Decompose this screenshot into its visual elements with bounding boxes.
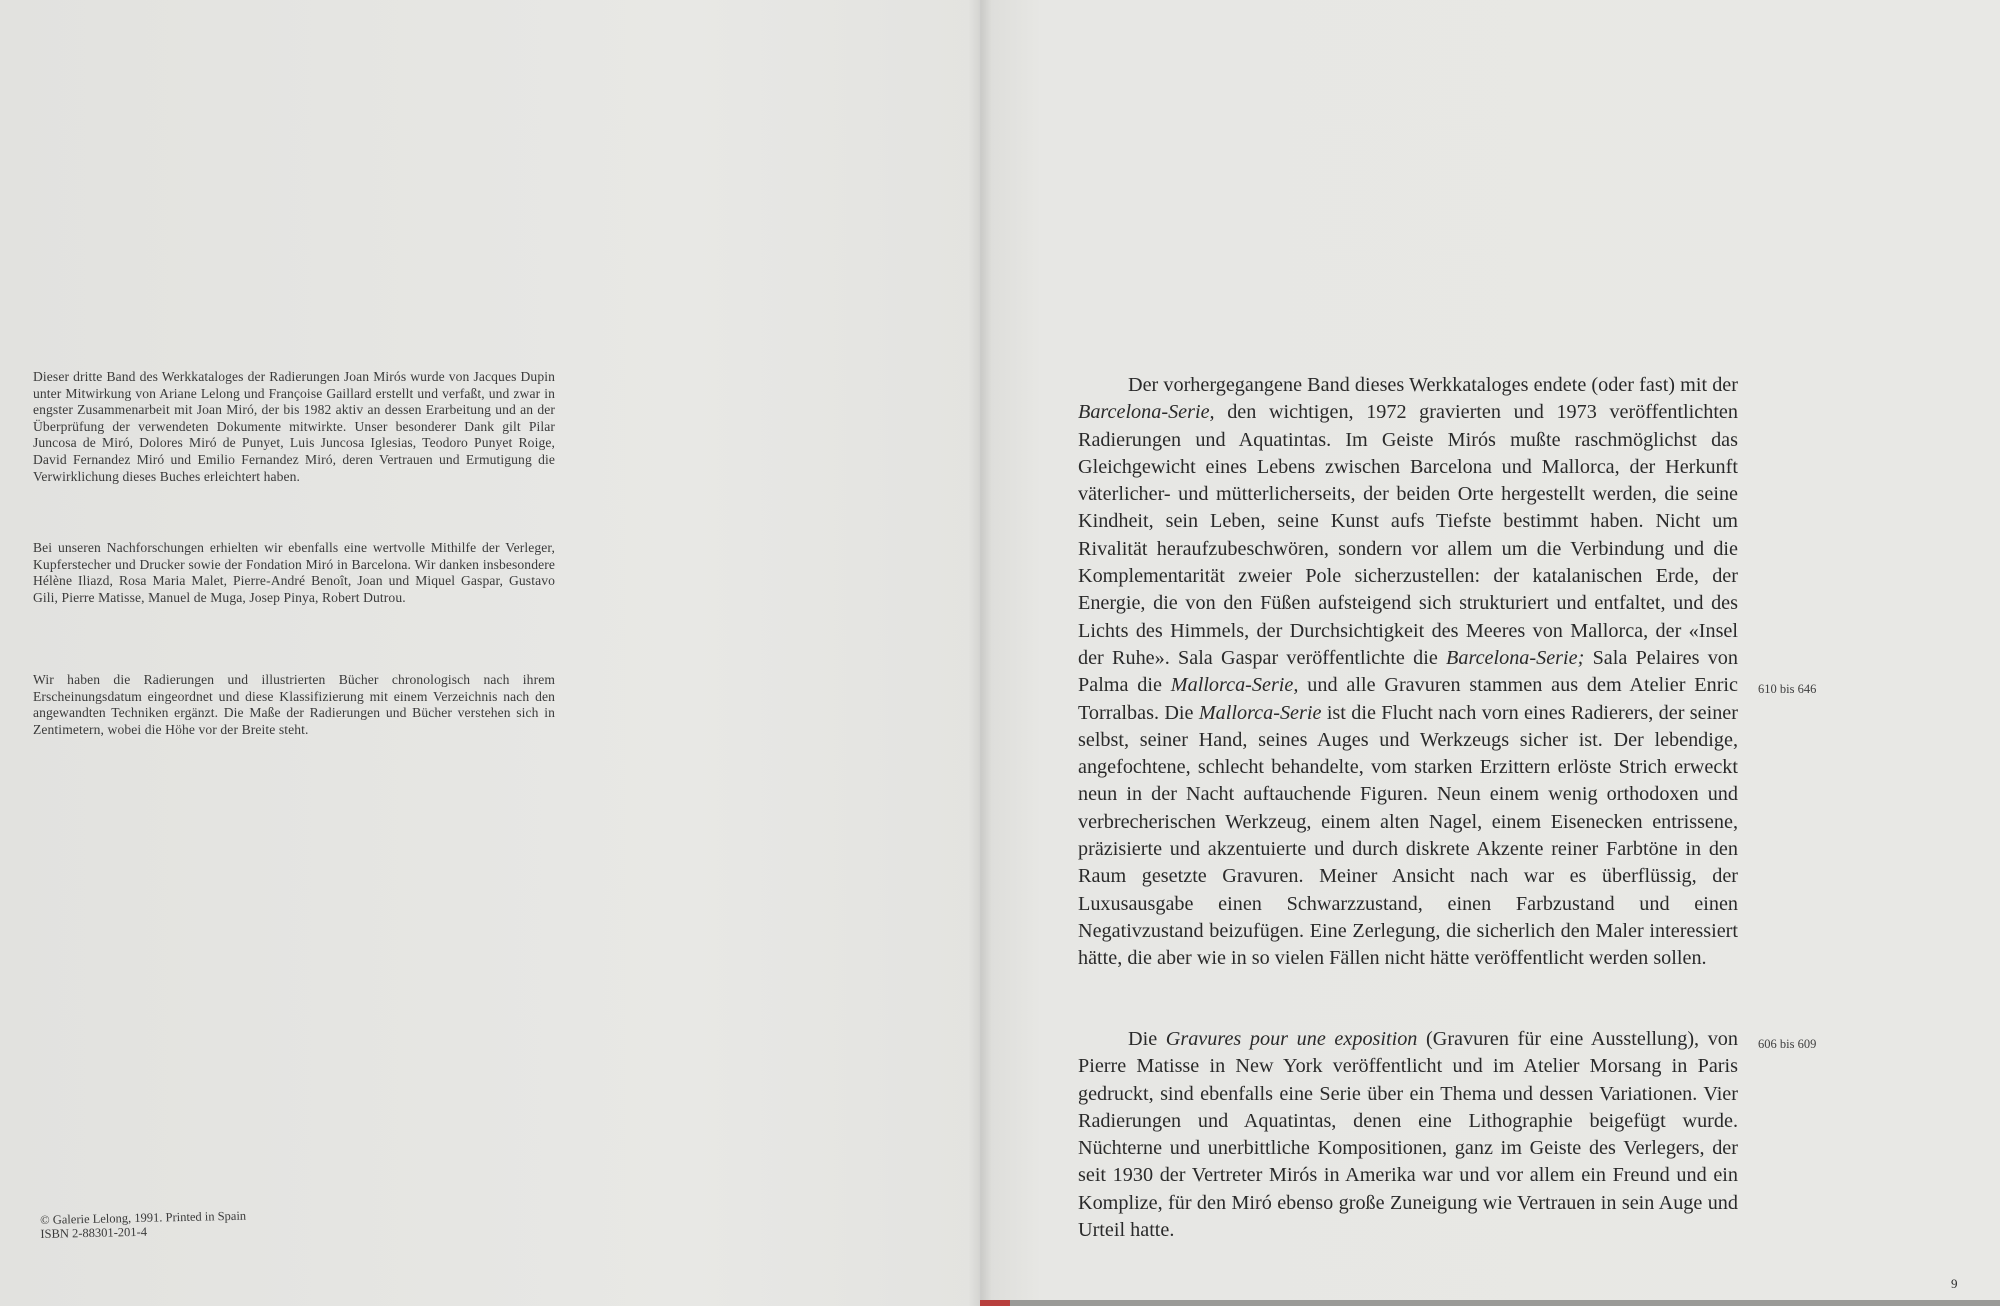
italic-title: Mallorca-Serie [1198, 701, 1322, 724]
body-paragraph-2-text [1078, 1026, 1738, 1244]
page-bottom-edge [980, 1300, 2000, 1306]
italic-title: Barcelona-Serie; [1446, 646, 1585, 669]
body-paragraph-1-text [1078, 372, 1738, 973]
text-run: (Gravuren für eine Ausstellung), von Pierre Matisse in New York veröffentlicht und im Atelier Morsang in Paris gedruckt, sind ebenfalls eine Serie über ein Thema und dessen Variationen. Vier Radierungen und Aquatintas, denen eine Lithographie beigefügt wurde. Nüchterne und unerbittliche Kompositionen, ganz im Geiste des Verlegers, der seit 1930 der Vertreter Mirós in Amerika war und vor allem ein Freund und ein Komplize, für den Miró ebenso große Zuneigung wie Vertrauen in sein Auge und Urteil hatte. [1078, 1028, 1738, 1242]
page-number: 9 [1951, 1276, 1958, 1291]
text-run: und alle Gravuren stammen aus dem Atelier Enric Torralbas. Die [1078, 674, 1738, 724]
classification-note-text: Wir haben die Radierungen und illustrierten Bücher chronologisch nach ihrem Erscheinungsdatum eingeordnet und diese Klassifizierung mit einem Verzeichnis nach den angewandten Techniken ergänzt. Die Maße der Radierungen und Bücher verstehen sich in Zentimetern, wobei die Höhe vor der Breite steht. [33, 672, 555, 737]
italic-title: Gravures pour une exposition [1165, 1028, 1418, 1050]
margin-note-catalog-range: 606 bis 609 [1758, 1037, 1817, 1051]
research-thanks-text: Bei unseren Nachforschungen erhielten wir ebenfalls eine wertvolle Mithilfe der Verleger, Kupferstecher und Drucker sowie der Fondation Miró in Barcelona. Wir danken insbesondere Hélène Iliazd, Rosa Maria Malet, Pierre-André Benoît, Joan und Miquel Gaspar, Gustavo Gili, Pierre Matisse, Manuel de Muga, Josep Pinya, Robert Dutrou. [33, 540, 555, 605]
margin-note-catalog-range: 610 bis 646 [1758, 682, 1817, 696]
research-thanks-paragraph [33, 540, 555, 606]
italic-title: Mallorca-Serie, [1170, 674, 1299, 697]
imprint [40, 1207, 341, 1241]
text-run: Die [1128, 1028, 1166, 1050]
binding-tint [980, 1300, 1010, 1306]
left-page [0, 0, 980, 1306]
acknowledgment-text: Dieser dritte Band des Werkkataloges der Radierungen Joan Mirós wurde von Jacques Dupin unter Mitwirkung von Ariane Lelong und Françoise Gaillard erstellt und verfaßt, und zwar in engster Zusammenarbeit mit Joan Miró, der bis 1982 aktiv an dessen Erarbeitung und an der Überprüfung der verwendeten Dokumente mitwirkte. Unser besonderer Dank gilt Pilar Juncosa de Miró, Dolores Miró de Punyet, Luis Juncosa Iglesias, Teodoro Punyet Roige, David Fernandez Miró und Emilio Fernandez Miró, deren Vertrauen und Ermutigung die Verwirklichung dieses Buches erleichtert haben. [33, 369, 555, 484]
text-run: den wichtigen, 1972 gravierten und 1973 veröffentlichten Radierungen und Aquatintas. Im Geiste Mirós mußte raschmöglichst das Gleichgewicht eines Lebens zwischen Barcelona und Mallorca, der Herkunft väterlicher- und mütterlicherseits, der beiden Orte hergestellt werden, die seine Kindheit, sein Leben, seine Kunst aufs Tiefste bestimmt haben. Nicht um Rivalität heraufzubeschwören, sondern vor allem um die Verbindung und die Komplementarität zweier Pole sicherzustellen: der katalanischen Erde, der Energie, die von den Füßen aufsteigend sich strukturiert und entfaltet, und des Lichts des Himmels, der Durchsichtigkeit des Meeres von Mallorca, der «Insel der Ruhe». Sala Gaspar veröffentlichte die [1078, 401, 1738, 669]
text-run: ist die Flucht nach vorn eines Radierers, der seiner selbst, seiner Hand, seines Auges und Werkzeugs sicher ist. Der lebendige, angefochtene, schlecht behandelte, vom starken Erzittern erlöste Strich erweckt neun in der Nacht auftauchende Figuren. Neun einem wenig orthodoxen und verbrecherischen Werkzeug, einem alten Nagel, einem Eisenecken entrissene, präzisierte und akzentuierte und durch diskrete Akzente reiner Farbtöne in den Raum gesetzte Gravuren. Meiner Ansicht nach war es überflüssig, der Luxusausgabe einen Schwarzzustand, einen Farbzustand und einen Negativzustand beizufügen. Eine Zerlegung, die sicherlich den Maler interessiert hätte, die aber wie in so vielen Fällen nicht hätte veröffentlicht werden sollen. [1078, 701, 1738, 970]
isbn-line: ISBN 2-88301-201-4 [40, 1224, 148, 1241]
body-paragraph-2 [1078, 1026, 1738, 1244]
italic-title: Barcelona-Serie, [1078, 401, 1215, 424]
classification-note-paragraph [33, 672, 555, 738]
book-gutter [968, 0, 992, 1306]
body-paragraph-1 [1078, 372, 1738, 973]
text-run: Der vorhergegangene Band dieses Werkkataloges endete (oder fast) mit der [1128, 374, 1738, 396]
text-run: Sala Pelaires von Palma die [1078, 646, 1738, 697]
copyright-line: © Galerie Lelong, 1991. Printed in Spain [40, 1208, 247, 1227]
acknowledgment-paragraph [33, 369, 555, 485]
